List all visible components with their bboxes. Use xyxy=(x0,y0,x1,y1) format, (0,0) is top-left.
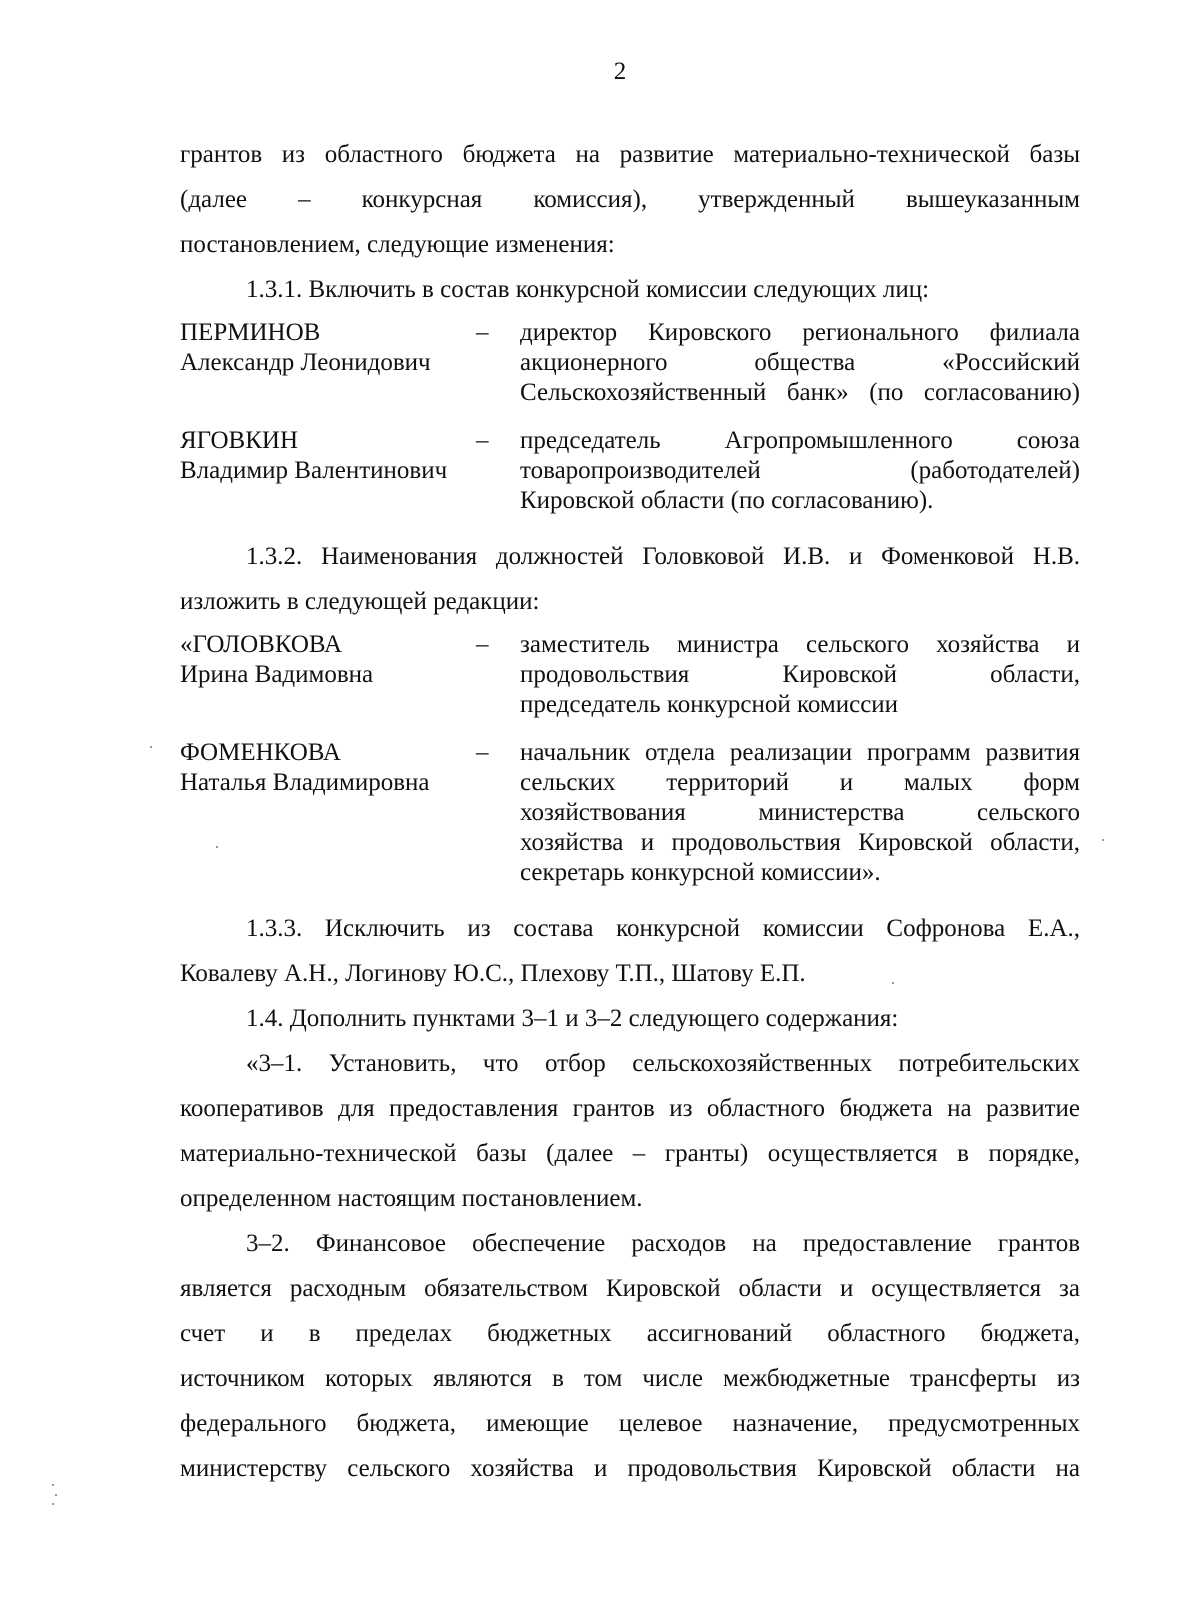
paragraph-1-3-2 xyxy=(180,534,1080,624)
paragraph-1-3-1: 1.3.1. Включить в состав конкурсной комиссии следующих лиц: xyxy=(246,276,930,303)
member-golovkova xyxy=(180,630,1080,720)
text-line: кооперативов для предоставления грантов из областного бюджета на развитие xyxy=(180,1095,1080,1122)
text-line: «3–1. Установить, что отбор сельскохозяйственных потребительских xyxy=(246,1050,1080,1077)
member-given-name: Александр Леонидович xyxy=(180,349,431,376)
paragraph-3-1 xyxy=(180,1041,1080,1221)
text-line: постановлением, следующие изменения: xyxy=(180,231,615,258)
dash-separator: – xyxy=(476,739,489,766)
text-line: грантов из областного бюджета на развитие материально-технической базы xyxy=(180,141,1080,168)
position-line: Сельскохозяйственный банк» (по согласованию) xyxy=(520,379,1080,406)
member-yagovkin xyxy=(180,426,1080,516)
position-line: заместитель министра сельского хозяйства и xyxy=(520,631,1080,658)
position-line: товаропроизводителей (работодателей) xyxy=(520,457,1080,484)
member-name xyxy=(180,630,476,720)
member-name xyxy=(180,318,476,408)
text-line: Ковалеву А.Н., Логинову Ю.С., Плехову Т.П., Шатову Е.П. xyxy=(180,960,806,987)
text-line: определенном настоящим постановлением. xyxy=(180,1185,643,1212)
member-given-name: Владимир Валентинович xyxy=(180,457,448,484)
member-given-name: Наталья Владимировна xyxy=(180,769,430,796)
dash-separator: – xyxy=(476,427,489,454)
position-line: председатель Агропромышленного союза xyxy=(520,427,1080,454)
text-line: 3–2. Финансовое обеспечение расходов на предоставление грантов xyxy=(246,1230,1080,1257)
position-line: сельских территорий и малых форм xyxy=(520,769,1080,796)
position-line: Кировской области (по согласованию). xyxy=(520,487,934,514)
member-position xyxy=(520,426,1080,516)
text-line: (далее – конкурсная комиссия), утвержденный вышеуказанным xyxy=(180,186,1080,213)
position-line: хозяйствования министерства сельского xyxy=(520,799,1080,826)
member-position xyxy=(520,630,1080,720)
dash-separator: – xyxy=(476,319,489,346)
text-line: материально-технической базы (далее – гранты) осуществляется в порядке, xyxy=(180,1140,1080,1167)
member-position xyxy=(520,738,1080,888)
text-line: федерального бюджета, имеющие целевое назначение, предусмотренных xyxy=(180,1410,1080,1437)
member-surname: ЯГОВКИН xyxy=(180,427,299,454)
paragraph-1-3-3 xyxy=(180,906,1080,996)
position-line: начальник отдела реализации программ развития xyxy=(520,739,1080,766)
text-line: счет и в пределах бюджетных ассигнований областного бюджета, xyxy=(180,1320,1080,1347)
text-line: 1.3.2. Наименования должностей Головковой И.В. и Фоменковой Н.В. xyxy=(246,543,1080,570)
position-line: директор Кировского регионального филиала xyxy=(520,319,1080,346)
position-line: продовольствия Кировской области, xyxy=(520,661,1080,688)
position-line: председатель конкурсной комиссии xyxy=(520,691,899,718)
position-line: акционерного общества «Российский xyxy=(520,349,1080,376)
paragraph-3-2 xyxy=(180,1221,1080,1491)
paragraph-intro xyxy=(180,132,1080,267)
text-line: является расходным обязательством Кировской области и осуществляется за xyxy=(180,1275,1080,1302)
text-line: изложить в следующей редакции: xyxy=(180,588,540,615)
page-number: 2 xyxy=(613,58,627,85)
member-name xyxy=(180,426,476,516)
text-line: 1.3.3. Исключить из состава конкурсной комиссии Софронова Е.А., xyxy=(246,915,1080,942)
member-surname: ПЕРМИНОВ xyxy=(180,319,321,346)
member-perminov xyxy=(180,318,1080,408)
member-position xyxy=(520,318,1080,408)
position-line: секретарь конкурсной комиссии». xyxy=(520,859,881,886)
text-line: источником которых являются в том числе межбюджетные трансферты из xyxy=(180,1365,1080,1392)
position-line: хозяйства и продовольствия Кировской области, xyxy=(520,829,1080,856)
document-body xyxy=(180,132,1080,1491)
paragraph-1-4: 1.4. Дополнить пунктами 3–1 и 3–2 следующего содержания: xyxy=(246,1005,899,1032)
member-surname: «ГОЛОВКОВА xyxy=(180,631,343,658)
member-surname: ФОМЕНКОВА xyxy=(180,739,341,766)
member-given-name: Ирина Вадимовна xyxy=(180,661,374,688)
dash-separator: – xyxy=(476,631,489,658)
member-fomenkova xyxy=(180,738,1080,888)
member-name xyxy=(180,738,476,888)
text-line: министерству сельского хозяйства и продовольствия Кировской области на xyxy=(180,1455,1080,1482)
